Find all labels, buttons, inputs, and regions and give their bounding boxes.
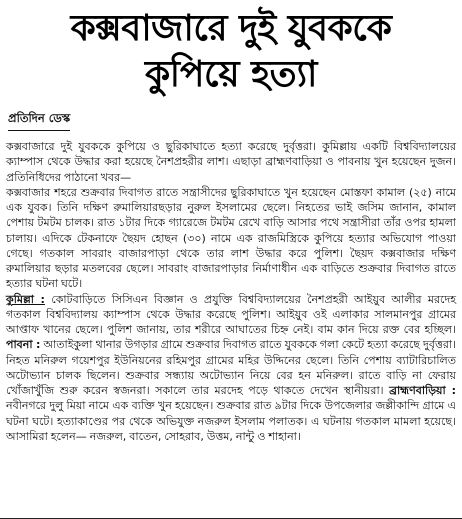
byline: প্রতিদিন ডেস্ক <box>8 110 70 131</box>
headline-line-2: কুপিয়ে হত্যা <box>145 54 317 95</box>
headline-line-1: কক্সবাজারে দুই যুবককে <box>70 8 392 49</box>
headline <box>4 6 458 98</box>
pabna-label: পাবনা : <box>6 338 41 352</box>
pabna-text: আতাইকুলা থানার উগড়ার গ্রামে শুক্রবার দিবাগত রাতে যুবককে গলা কেটে হত্যা করেছে দুর্বৃত্তরা। নিহত মনিরুল গয়েশপুর ইউনিয়নের রহিমপুর গ্রামের মহির উদ্দিনের ছেলে। তিনি পেশায় ব্যাটারিচালিত অটোভ্যান চালক ছিলেন। শুক্রবার সন্ধ্যায় অটোভ্যান নিয়ে বের হন মনিরুল। রাতে বাড়ি না ফেরায় খোঁজাখুঁজি শুরু করেন স্বজনরা। সকালে তার মরদেহ পড়ে থাকতে দেখেন স্থানীয়রা। <box>6 338 456 397</box>
bbaria-text: নবীনগরে দুলু মিয়া নামে এক ব্যক্তি খুন হয়েছেন। শুক্রবার রাত ৯টার দিকে উপজেলার জল্লীকান্দি গ্রামে এ ঘটনা ঘটে। হত্যাকাণ্ডের পর থেকে অভিযুক্ত নজরুল ইসলাম পলাতক। এ ঘটনায় গতকাল মামলা হয়েছে। আসামিরা হলেন— নজরুল, বাতেন, সোহরাব, উত্তম, নান্টু ও শাহানা। <box>6 399 456 443</box>
intro-paragraph: কক্সবাজারে দুই যুবককে কুপিয়ে ও ছুরিকাঘাতে হত্যা করেছে দুর্বৃত্তরা। কুমিল্লায় একটি বিশ্ববিদ্যালয়ের ক্যাম্পাস থেকে উদ্ধার করা হয়েছে নৈশপ্রহরীর লাশ। এছাড়া ব্রাহ্মণবাড়িয়া ও পাবনায় খুন হয়েছেন দুজন। প্রতিনিধিদের পাঠানো খবর— <box>6 140 456 184</box>
regional-paragraph <box>6 292 456 445</box>
comilla-text: কোটবাড়িতে সিসিএন বিজ্ঞান ও প্রযুক্তি বিশ্ববিদ্যালয়ের নৈশপ্রহরী আইয়ুব আলীর মরদেহ গতকাল বিশ্ববিদ্যালয় ক্যাম্পাস থেকে উদ্ধার করেছে পুলিশ। আইয়ুব ওই এলাকার সালমানপুর গ্রামের আপ্তাফ খানের ছেলে। পুলিশ জানায়, তার শরীরে আঘাতের চিহ্ন নেই। বাম কান দিয়ে রক্ত বের হচ্ছিল। <box>6 292 457 336</box>
coxsbazar-paragraph: কক্সবাজার শহরে শুক্রবার দিবাগত রাতে সন্ত্রাসীদের ছুরিকাঘাতে খুন হয়েছেন মোস্তফা কামাল (২৫) নামে এক যুবক। তিনি দক্ষিণ রুমালিয়ারছড়ার নুরুল ইসলামের ছেলে। নিহতের ভাই জসিম জানান, কামাল পেশায় টমটম চালক। রাত ১টার দিকে গ্যারেজে টমটম রেখে বাড়ি আসার পথে সন্ত্রাসীরা তাঁর ওপর হামলা চালায়। এদিকে টেকনাফে ছৈয়দ হোছন (৩০) নামে এক রাজমিস্ত্রিকে কুপিয়ে হত্যার অভিযোগ পাওয়া গেছে। গতকাল সাবরাং বাজারপাড়া থেকে তার লাশ উদ্ধার করে পুলিশ। ছৈয়দ কক্সবাজার দক্ষিণ রুমালিয়ার ছড়ার মতলবের ছেলে। সাবরাং বাজারপাড়ার নির্মাণাধীন এক বাড়িতে শুক্রবার দিবাগত রাতে হত্যার ঘটনা ঘটে। <box>6 185 456 291</box>
bbaria-label: ব্রাহ্মণবাড়িয়া : <box>389 384 456 397</box>
article-body <box>6 139 456 444</box>
comilla-label: কুমিল্লা : <box>6 292 45 306</box>
